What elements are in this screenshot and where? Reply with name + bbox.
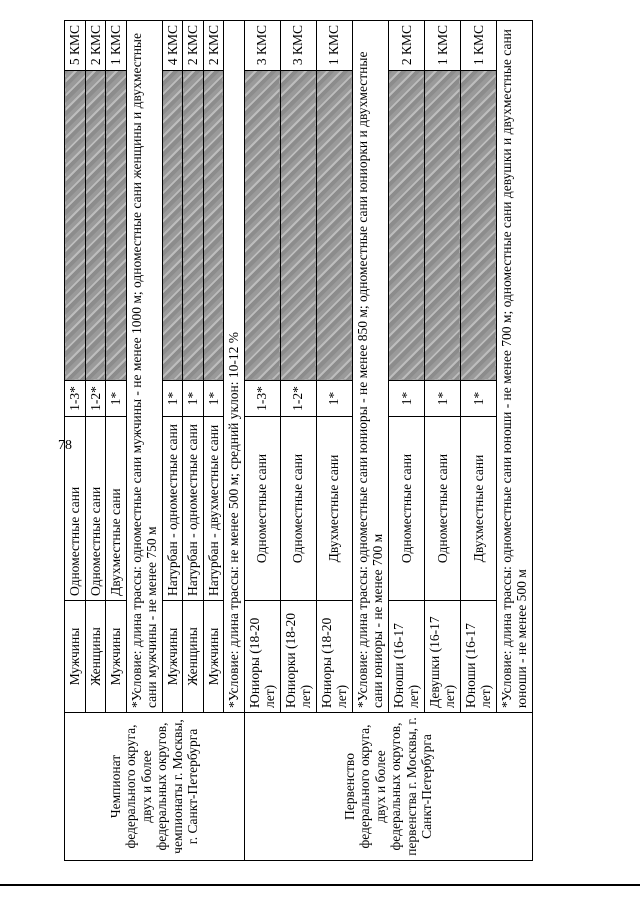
condition-text: *Условие: длина трассы: не менее 500 м; средний уклон: 10-12 % [224,21,245,713]
condition-text: *Условие: длина трассы: одноместные сани мужчины - не менее 1000 м; одноместные сани женщины и двухместные сани мужчины - не менее 750 м [126,21,162,713]
shaded-cell [65,71,86,381]
discipline-cell: Одноместные сани [85,417,106,601]
event-name-championship: Чемпионат федерального округа, двух и более федеральных округов, чемпионаты г. Москвы, г. Санкт-Петербурга [65,713,245,861]
discipline-cell: Одноместные сани [424,417,460,601]
shaded-cell [424,71,460,381]
places-cell: 1* [316,381,352,417]
places-cell: 1* [424,381,460,417]
places-cell: 1* [162,381,183,417]
places-cell: 1* [460,381,496,417]
group-cell: Мужчины [65,601,86,713]
group-cell: Юноши (16-17 лет) [388,601,424,713]
group-cell: Юниорки (18-20 лет) [280,601,316,713]
discipline-cell: Одноместные сани [388,417,424,601]
places-cell: 1-2* [280,381,316,417]
shaded-cell [183,71,204,381]
discipline-cell: Натурбан - двухместные сани [203,417,224,601]
group-cell: Мужчины [203,601,224,713]
places-cell: 1-2* [85,381,106,417]
rank-cell: 1 КМС [316,21,352,71]
page-number: 78 [58,438,72,453]
shaded-cell [460,71,496,381]
group-cell: Женщины [85,601,106,713]
discipline-cell: Натурбан - одноместные сани [162,417,183,601]
condition-text: *Условие: длина трассы: одноместные сани юниоры - не менее 850 м; одноместные сани юниорки и двухместные сани юниоры - не менее 700 м [352,21,388,713]
discipline-cell: Двухместные сани [460,417,496,601]
rank-cell: 3 КМС [244,21,280,71]
shaded-cell [162,71,183,381]
table-row [244,21,280,861]
rank-cell: 2 КМС [388,21,424,71]
group-cell: Юниоры (18-20 лет) [316,601,352,713]
rank-cell: 2 КМС [183,21,204,71]
bottom-rule [0,884,640,886]
group-cell: Юниоры (18-20 лет) [244,601,280,713]
shaded-cell [316,71,352,381]
places-cell: 1* [183,381,204,417]
group-cell: Женщины [183,601,204,713]
event-name-youth: Первенство федерального округа, двух и более федеральных округов, первенства г. Москвы, г. Санкт-Петербурга [244,713,532,861]
discipline-cell: Одноместные сани [280,417,316,601]
rank-cell: 5 КМС [65,21,86,71]
group-cell: Мужчины [162,601,183,713]
shaded-cell [244,71,280,381]
group-cell: Мужчины [106,601,127,713]
rank-cell: 1 КМС [424,21,460,71]
rank-cell: 2 КМС [203,21,224,71]
discipline-cell: Одноместные сани [65,417,86,601]
group-cell: Девушки (16-17 лет) [424,601,460,713]
shaded-cell [388,71,424,381]
discipline-cell: Двухместные сани [316,417,352,601]
discipline-cell: Натурбан - одноместные сани [183,417,204,601]
condition-text: *Условие: длина трассы: одноместные сани юноши - не менее 700 м; одноместные сани девушки и двухместные сани юноши - не менее 500 м [496,21,532,713]
discipline-cell: Одноместные сани [244,417,280,601]
places-cell: 1* [203,381,224,417]
places-cell: 1-3* [65,381,86,417]
rank-cell: 1 КМС [106,21,127,71]
shaded-cell [203,71,224,381]
group-cell: Юноши (16-17 лет) [460,601,496,713]
shaded-cell [106,71,127,381]
shaded-cell [85,71,106,381]
rank-cell: 3 КМС [280,21,316,71]
places-cell: 1* [106,381,127,417]
rank-cell: 1 КМС [460,21,496,71]
rank-cell: 2 КМС [85,21,106,71]
places-cell: 1-3* [244,381,280,417]
discipline-cell: Двухместные сани [106,417,127,601]
table-row [65,21,86,861]
ranks-table [64,20,533,861]
places-cell: 1* [388,381,424,417]
rotated-page-content [64,21,530,861]
rank-cell: 4 КМС [162,21,183,71]
shaded-cell [280,71,316,381]
